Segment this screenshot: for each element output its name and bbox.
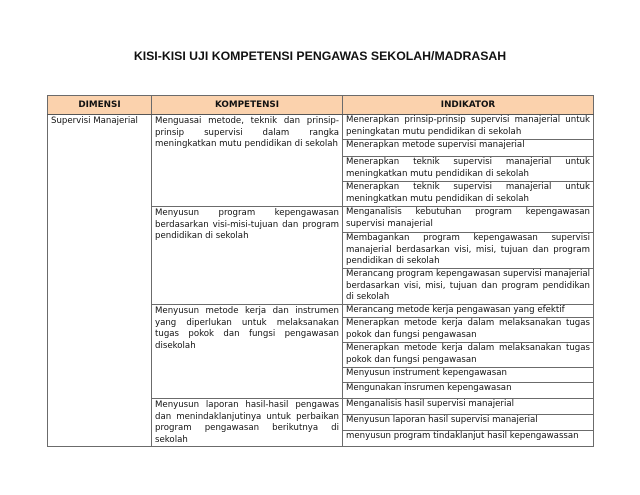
indikator-cell: Menerapkan teknik supervisi manajerial untuk meningkatkan mutu pendidikan di sekolah — [343, 182, 594, 207]
indikator-cell: Merancang metode kerja pengawasan yang efektif — [343, 305, 594, 318]
indikator-cell: Merancang program kepengawasan supervisi manajerial berdasarkan visi, misi, tujuan dan program pendidikan di sekolah — [343, 269, 594, 305]
indikator-cell: Mengunakan insrumen kepengawasan — [343, 383, 594, 399]
indikator-cell: Menerapkan metode supervisi manajerial — [343, 140, 594, 157]
kompetensi-cell: Menguasai metode, teknik dan prinsip-prinsip supervisi dalam rangka meningkatkan mutu pendidikan di sekolah — [152, 115, 343, 207]
indikator-cell: Membagankan program kepengawasan supervisi manajerial berdasarkan visi, misi, tujuan dan program pendidikan di sekolah — [343, 233, 594, 269]
indikator-cell: menyusun program tindaklanjut hasil kepengawassan — [343, 431, 594, 447]
kompetensi-cell: Menyusun program kepengawasan berdasarkan visi-misi-tujuan dan program pendidikan di sekolah — [152, 207, 343, 305]
document-title: KISI-KISI UJI KOMPETENSI PENGAWAS SEKOLAH/MADRASAH — [133, 49, 507, 63]
kompetensi-cell: Menyusun laporan hasil-hasil pengawas dan menindaklanjutinya untuk perbaikan program pengawasan berikutnya di sekolah — [152, 399, 343, 447]
header-dimensi: DIMENSI — [48, 96, 152, 115]
indikator-cell: Menyusun laporan hasil supervisi manajerial — [343, 415, 594, 431]
indikator-cell: Menerapkan teknik supervisi manajerial untuk meningkatkan mutu pendidikan di sekolah — [343, 157, 594, 182]
kisi-kisi-table — [47, 95, 594, 447]
header-kompetensi: KOMPETENSI — [152, 96, 343, 115]
indikator-cell: Menerapkan prinsip-prinsip supervisi manajerial untuk peningkatan mutu pendidikan di sekolah — [343, 115, 594, 140]
header-indikator: INDIKATOR — [343, 96, 594, 115]
kompetensi-cell: Menyusun metode kerja dan instrumen yang diperlukan untuk melaksanakan tugas pokok dan fungsi pengawasan disekolah — [152, 305, 343, 399]
indikator-cell: Menerapkan metode kerja dalam melaksanakan tugas pokok dan fungsi pengawasan — [343, 343, 594, 368]
table-row — [48, 115, 594, 140]
indikator-cell: Menganalisis hasil supervisi manajerial — [343, 399, 594, 415]
indikator-cell: Menyusun instrument kepengawasan — [343, 368, 594, 383]
indikator-cell: Menganalisis kebutuhan program kepengawasan supervisi manajerial — [343, 207, 594, 233]
dimensi-cell: Supervisi Manajerial — [48, 115, 152, 447]
indikator-cell: Menerapkan metode kerja dalam melaksanakan tugas pokok dan fungsi pengawasan — [343, 318, 594, 343]
table-header-row — [48, 96, 594, 115]
